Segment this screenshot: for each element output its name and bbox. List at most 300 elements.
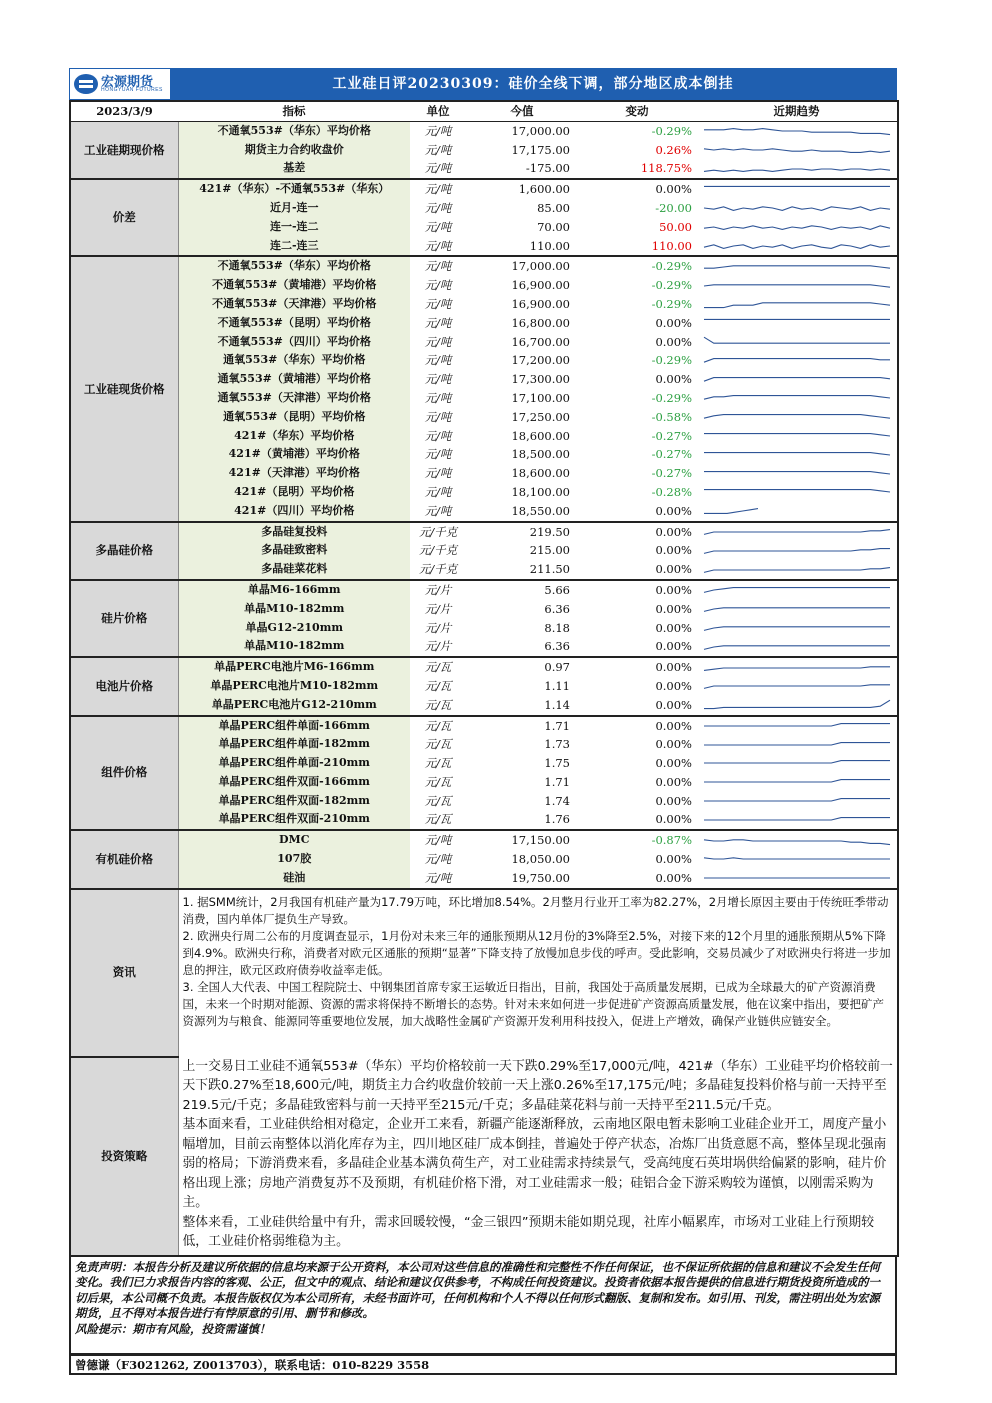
table-row [70, 657, 898, 677]
unit-cell: 元/吨 [424, 466, 452, 481]
sparkline-series [704, 169, 890, 171]
change-cell: -0.28% [651, 484, 692, 499]
disclaimer-text: 免责声明：本报告分析及建议所依据的信息均来源于公开资料，本公司对这些信息的准确性和完整性不作任何保证，也不保证所依据的信息和建议不会发生任何变化。我们已力求报告内容的客观、公正，但文中的观点、结论和建议仅供参考，不构成任何投资建议。投资者依据本报告提供的信息进行期货投资所造成的一切后果，本公司概不负责。本报告版权仅为本公司所有，未经书面许可，任何机构和个人不得以任何形式翻版、复制和发布。如引用、刊发，需注明出处为宏源期货，且不得对本报告进行有悖原意的引用、删节和修改。 [75, 1259, 880, 1321]
value-cell: 8.18 [544, 620, 570, 635]
value-cell: 1.11 [544, 678, 570, 693]
value-cell: 18,600.00 [511, 428, 570, 443]
indicator-name: 421#（黄埔港）平均价格 [178, 445, 410, 464]
table-row [70, 560, 898, 580]
sparkline-series [704, 817, 890, 819]
sparkline-series [704, 471, 890, 473]
table-row [70, 716, 898, 736]
sparkline [698, 812, 894, 828]
indicator-name: 单晶PERC组件双面-166mm [178, 773, 410, 792]
value-cell: 110.00 [466, 237, 578, 257]
trend-cell [696, 141, 898, 160]
unit-cell: 元/瓦 [424, 793, 452, 808]
value-cell: 16,900.00 [511, 296, 570, 311]
sparkline [698, 123, 894, 139]
change-cell: 0.00% [655, 601, 692, 616]
trend-cell [696, 179, 898, 199]
indicator-name: 不通氧553#（四川）平均价格 [178, 333, 410, 352]
unit-cell: 元/吨 [424, 409, 452, 424]
table-row [70, 314, 898, 333]
value-cell: 17,150.00 [511, 833, 570, 848]
table-row [70, 141, 898, 160]
sparkline-series [704, 245, 890, 249]
sparkline-series [704, 627, 890, 631]
table-row [70, 427, 898, 446]
change-cell: 0.00% [655, 620, 692, 635]
sparkline [698, 601, 894, 617]
change-cell: -0.27% [651, 466, 692, 481]
trend-cell [696, 696, 898, 716]
unit-cell: 元/吨 [424, 200, 452, 215]
strategy-paragraph: 基本面来看，工业硅供给相对稳定，企业开工来看，新疆产能逐渐释放，云南地区限电暂未影响工业硅企业开工，周度产量小幅增加，目前云南整体以消化库存为主，四川地区硅厂成本倒挂，普遍处于停产状态，冶炼厂出货意愿不高，整体呈现北强南弱的格局；下游消费来看，多晶硅企业基本满负荷生产，对工业硅需求持续景气，受高纯度石英坩埚供给偏紧的影响，硅片价格出现上涨；房地产消费复苏不及预期，有机硅价格下滑，对工业硅需求一般；硅铝合金下游采购较为谨慎，以刚需采购为主。 [182, 1117, 887, 1211]
table-row [70, 735, 898, 754]
trend-cell [696, 810, 898, 830]
table-row [70, 256, 898, 276]
table-row [70, 541, 898, 560]
trend-cell [696, 389, 898, 408]
indicator-name: 单晶PERC组件单面-166mm [178, 716, 410, 736]
unit-cell: 元/片 [424, 601, 452, 616]
indicator-name: 通氧553#（华东）平均价格 [178, 351, 410, 370]
indicator-name: 通氧553#（天津港）平均价格 [178, 389, 410, 408]
trend-cell [696, 314, 898, 333]
unit-cell: 元/瓦 [424, 774, 452, 789]
sparkline [698, 259, 894, 275]
unit-cell: 元/吨 [410, 869, 466, 889]
value-cell: 18,550.00 [466, 502, 578, 522]
indicator-name: 单晶PERC电池片G12-210mm [178, 696, 410, 716]
sparkline [698, 697, 894, 713]
change-cell: 0.00% [578, 696, 696, 716]
indicator-name: 不通氧553#（昆明）平均价格 [178, 314, 410, 333]
change-cell: 0.26% [655, 142, 692, 157]
table-row [70, 677, 898, 696]
indicator-name: 421#（四川）平均价格 [178, 502, 410, 522]
sparkline-series [704, 839, 890, 844]
info-item: 1. 据SMM统计，2月我国有机硅产量为17.79万吨，环比增加8.54%。2月整月行业开工率为82.27%，2月增长原因主要由于传统旺季带动消费，国内单体厂提负生产导致。 [182, 894, 889, 926]
trend-cell [696, 560, 898, 580]
table-row [70, 333, 898, 352]
table-row [70, 502, 898, 522]
change-cell: 0.00% [655, 372, 692, 387]
sparkline-series [704, 666, 890, 670]
indicator-name: 不通氧553#（华东）平均价格 [178, 121, 410, 140]
indicator-name: 近月-连一 [178, 199, 410, 218]
sparkline-series [704, 685, 890, 689]
strategy-label: 投资策略 [70, 1057, 178, 1256]
change-cell: 0.00% [655, 660, 692, 675]
change-cell: 0.00% [655, 718, 692, 733]
indicator-name: 连一-连二 [178, 218, 410, 237]
sparkline [698, 466, 894, 482]
sparkline [698, 409, 894, 425]
sparkline [698, 562, 894, 578]
sparkline [698, 543, 894, 559]
sparkline [698, 851, 894, 867]
indicator-name: 多晶硅复投料 [178, 522, 410, 542]
table-row [70, 600, 898, 619]
price-table-body [70, 101, 898, 889]
unit-cell: 元/瓦 [424, 737, 452, 752]
header-value: 今值 [466, 101, 578, 121]
value-cell: 1.14 [466, 696, 578, 716]
indicator-name: 单晶M10-182mm [178, 637, 410, 657]
sparkline [698, 296, 894, 312]
change-cell: 0.00% [578, 810, 696, 830]
unit-cell: 元/片 [410, 637, 466, 657]
value-cell: 219.50 [529, 524, 570, 539]
value-cell: 6.36 [466, 637, 578, 657]
trend-cell [696, 677, 898, 696]
trend-cell [696, 773, 898, 792]
trend-cell [696, 754, 898, 773]
unit-cell: 元/吨 [424, 484, 452, 499]
value-cell: 1,600.00 [518, 182, 570, 197]
price-table [69, 100, 899, 1257]
change-cell: -0.27% [651, 428, 692, 443]
sparkline [698, 219, 894, 235]
sparkline [698, 334, 894, 350]
table-row [70, 464, 898, 483]
category-label: 有机硅价格 [70, 830, 178, 888]
indicator-name: 单晶PERC组件双面-182mm [178, 792, 410, 811]
unit-cell: 元/吨 [424, 334, 452, 349]
report-frame [69, 68, 897, 1375]
header-date: 2023/3/9 [70, 101, 178, 121]
table-row [70, 179, 898, 199]
unit-cell: 元/吨 [424, 315, 452, 330]
table-row [70, 850, 898, 869]
change-cell: -0.27% [651, 447, 692, 462]
change-cell: 0.00% [655, 582, 692, 597]
unit-cell: 元/瓦 [424, 678, 452, 693]
indicator-name: 不通氧553#（黄埔港）平均价格 [178, 276, 410, 295]
sparkline [698, 238, 894, 254]
value-cell: -175.00 [466, 159, 578, 179]
trend-cell [696, 637, 898, 657]
sparkline [698, 737, 894, 753]
sparkline-series [704, 858, 890, 859]
unit-cell: 元/吨 [424, 123, 452, 138]
unit-cell: 元/瓦 [424, 718, 452, 733]
change-cell: -0.87% [651, 833, 692, 848]
indicator-name: 硅油 [178, 869, 410, 889]
sparkline [698, 161, 894, 177]
table-row [70, 445, 898, 464]
title-banner [69, 68, 897, 100]
change-cell: 0.00% [655, 543, 692, 558]
value-cell: 1.76 [466, 810, 578, 830]
sparkline-series [704, 337, 890, 343]
sparkline-series [704, 588, 890, 593]
sparkline-series [704, 608, 890, 612]
change-cell: -0.29% [651, 296, 692, 311]
table-row [70, 580, 898, 600]
indicator-name: 单晶PERC组件单面-182mm [178, 735, 410, 754]
change-cell: 0.00% [655, 182, 692, 197]
sparkline-series [704, 799, 890, 801]
indicator-name: 107胶 [178, 850, 410, 869]
sparkline [698, 582, 894, 598]
table-row [70, 619, 898, 638]
change-cell: -0.58% [651, 409, 692, 424]
value-cell: 17,100.00 [511, 390, 570, 405]
strategy-text [178, 1057, 898, 1256]
value-cell: 17,175.00 [511, 142, 570, 157]
sparkline [698, 718, 894, 734]
change-cell: 0.00% [655, 678, 692, 693]
sparkline-series [704, 434, 890, 436]
unit-cell: 元/千克 [410, 560, 466, 580]
sparkline [698, 278, 894, 294]
change-cell: -20.00 [655, 200, 692, 215]
value-cell: 16,800.00 [511, 315, 570, 330]
unit-cell: 元/瓦 [424, 756, 452, 771]
header-change: 变动 [578, 101, 696, 121]
value-cell: 18,100.00 [511, 484, 570, 499]
trend-cell [696, 792, 898, 811]
table-row [70, 869, 898, 889]
indicator-name: 421#（昆明）平均价格 [178, 483, 410, 502]
table-row [70, 810, 898, 830]
trend-cell [696, 657, 898, 677]
table-row [70, 218, 898, 237]
unit-cell: 元/瓦 [410, 810, 466, 830]
unit-cell: 元/吨 [424, 182, 452, 197]
trend-cell [696, 333, 898, 352]
sparkline [698, 142, 894, 158]
header-trend: 近期趋势 [696, 101, 898, 121]
trend-cell [696, 427, 898, 446]
sparkline-series [704, 490, 890, 492]
sparkline-series [704, 646, 890, 650]
table-row [70, 276, 898, 295]
sparkline-series [704, 567, 890, 572]
indicator-name: 连二-连三 [178, 237, 410, 257]
sparkline [698, 660, 894, 676]
category-label: 多晶硅价格 [70, 522, 178, 580]
change-cell: 0.00% [578, 637, 696, 657]
unit-cell: 元/吨 [424, 296, 452, 311]
sparkline-series [704, 700, 890, 708]
change-cell: 0.00% [655, 315, 692, 330]
table-row [70, 408, 898, 427]
table-row [70, 237, 898, 257]
sparkline [698, 372, 894, 388]
indicator-name: 多晶硅致密料 [178, 541, 410, 560]
sparkline [698, 620, 894, 636]
value-cell: 18,050.00 [511, 852, 570, 867]
trend-cell [696, 445, 898, 464]
trend-cell [696, 199, 898, 218]
value-cell: 1.74 [544, 793, 570, 808]
unit-cell: 元/瓦 [410, 696, 466, 716]
value-cell: 16,700.00 [511, 334, 570, 349]
change-cell: -0.29% [651, 259, 692, 274]
category-label: 组件价格 [70, 716, 178, 831]
report-title: 工业硅日评20230309：硅价全线下调，部分地区成本倒挂 [332, 76, 734, 92]
indicator-name: 通氧553#（黄埔港）平均价格 [178, 370, 410, 389]
sparkline-series [704, 207, 890, 211]
change-cell: 0.00% [655, 793, 692, 808]
unit-cell: 元/吨 [424, 219, 452, 234]
sparkline [698, 524, 894, 540]
sparkline [698, 755, 894, 771]
unit-cell: 元/吨 [410, 502, 466, 522]
trend-cell [696, 237, 898, 257]
logo-name-cn: 宏源期货 [101, 74, 154, 89]
sparkline-series [704, 509, 758, 514]
indicator-name: 单晶PERC电池片M10-182mm [178, 677, 410, 696]
sparkline [698, 484, 894, 500]
analyst-contact: 曾德谦（F3021262, Z0013703），联系电话：010-8229 3558 [69, 1355, 897, 1375]
table-row [70, 159, 898, 179]
sparkline [698, 774, 894, 790]
table-row [70, 830, 898, 850]
trend-cell [696, 502, 898, 522]
sparkline [698, 182, 894, 198]
change-cell: 0.00% [655, 524, 692, 539]
sparkline [698, 315, 894, 331]
sparkline-series [704, 780, 890, 782]
indicator-name: 单晶M6-166mm [178, 580, 410, 600]
table-row [70, 295, 898, 314]
sparkline [698, 200, 894, 216]
table-row [70, 754, 898, 773]
value-cell: 17,250.00 [511, 409, 570, 424]
indicator-name: 单晶PERC组件双面-210mm [178, 810, 410, 830]
trend-cell [696, 370, 898, 389]
trend-cell [696, 408, 898, 427]
category-label: 电池片价格 [70, 657, 178, 715]
table-row [70, 483, 898, 502]
trend-cell [696, 218, 898, 237]
trend-cell [696, 580, 898, 600]
strategy-paragraph: 上一交易日工业硅不通氧553#（华东）平均价格较前一天下跌0.29%至17,000元/吨，421#（华东）工业硅平均价格较前一天下跌0.27%至18,600元/吨，期货主力合约收盘价较前一天上涨0.26%至17,175元/吨；多晶硅复投料价格与前一天持平至219.5元/千克；多晶硅致密料与前一天持平至215元/千克；多晶硅菜花料与前一天持平至211.5元/千克。 [182, 1058, 893, 1113]
trend-cell [696, 600, 898, 619]
value-cell: 1.73 [544, 737, 570, 752]
indicator-name: 421#（天津港）平均价格 [178, 464, 410, 483]
indicator-name: DMC [178, 830, 410, 850]
indicator-name: 通氧553#（昆明）平均价格 [178, 408, 410, 427]
value-cell: 1.71 [544, 774, 570, 789]
table-row [70, 351, 898, 370]
unit-cell: 元/吨 [424, 833, 452, 848]
unit-cell: 元/吨 [410, 159, 466, 179]
trend-cell [696, 351, 898, 370]
value-cell: 17,200.00 [511, 353, 570, 368]
sparkline-series [704, 129, 890, 135]
table-header-row [70, 101, 898, 121]
info-item: 3. 全国人大代表、中国工程院院士、中钢集团首席专家王运敏近日指出，目前，我国处于高质量发展期，已成为全球最大的矿产资源消费国，未来一个时期对能源、资源的需求将保持不断增长的态势。针对未来如何进一步促进矿产资源高质量发展，他在议案中指出，要把矿产资源列为与粮食、能源同等重要地位发展，加大战略性金属矿产资源开发利用科技投入，促进上产增效，确保产业链供应链安全。 [182, 979, 884, 1028]
sparkline-series [704, 149, 890, 153]
change-cell: 0.00% [578, 560, 696, 580]
value-cell: 5.66 [544, 582, 570, 597]
change-cell: -0.29% [651, 278, 692, 293]
unit-cell: 元/吨 [424, 852, 452, 867]
category-label: 硅片价格 [70, 580, 178, 657]
change-cell: 0.00% [655, 334, 692, 349]
disclaimer [69, 1257, 897, 1355]
value-cell: 215.00 [529, 543, 570, 558]
trend-cell [696, 121, 898, 140]
sparkline-series [704, 761, 890, 763]
table-row [70, 389, 898, 408]
indicator-name: 421#（华东）平均价格 [178, 427, 410, 446]
unit-cell: 元/吨 [424, 353, 452, 368]
value-cell: 18,600.00 [511, 466, 570, 481]
indicator-name: 多晶硅菜花料 [178, 560, 410, 580]
info-section [70, 889, 898, 1256]
unit-cell: 元/吨 [424, 142, 452, 157]
change-cell: 0.00% [578, 502, 696, 522]
table-row [70, 199, 898, 218]
sparkline [698, 793, 894, 809]
info-text [178, 889, 898, 1057]
value-cell: 16,900.00 [511, 278, 570, 293]
trend-cell [696, 850, 898, 869]
indicator-name: 421#（华东）-不通氧553#（华东） [178, 179, 410, 199]
info-label: 资讯 [70, 889, 178, 1057]
trend-cell [696, 159, 898, 179]
unit-cell: 元/吨 [424, 428, 452, 443]
indicator-name: 不通氧553#（天津港）平均价格 [178, 295, 410, 314]
trend-cell [696, 830, 898, 850]
trend-cell [696, 464, 898, 483]
unit-cell: 元/吨 [410, 237, 466, 257]
value-cell: 6.36 [544, 601, 570, 616]
indicator-name: 单晶PERC组件单面-210mm [178, 754, 410, 773]
table-row [70, 773, 898, 792]
sparkline [698, 678, 894, 694]
sparkline-series [704, 377, 890, 381]
change-cell: -0.29% [651, 390, 692, 405]
category-label: 价差 [70, 179, 178, 256]
unit-cell: 元/吨 [424, 372, 452, 387]
change-cell: 0.00% [655, 756, 692, 771]
unit-cell: 元/吨 [424, 278, 452, 293]
sparkline-series [704, 284, 890, 286]
sparkline-series [704, 303, 890, 308]
value-cell: 211.50 [466, 560, 578, 580]
trend-cell [696, 522, 898, 542]
indicator-name: 不通氧553#（华东）平均价格 [178, 256, 410, 276]
table-row [70, 696, 898, 716]
trend-cell [696, 256, 898, 276]
value-cell: 85.00 [537, 200, 570, 215]
strategy-paragraph: 整体来看，工业硅供给量中有升，需求回暖较慢，“金三银四”预期未能如期兑现，社库小幅累库，市场对工业硅上行预期较低，工业硅价格弱维稳为主。 [182, 1214, 874, 1250]
unit-cell: 元/千克 [418, 543, 458, 558]
header-unit: 单位 [410, 101, 466, 121]
category-label: 工业硅现货价格 [70, 256, 178, 521]
trend-cell [696, 541, 898, 560]
indicator-name: 基差 [178, 159, 410, 179]
sparkline [698, 447, 894, 463]
unit-cell: 元/瓦 [424, 660, 452, 675]
unit-cell: 元/片 [424, 620, 452, 635]
unit-cell: 元/吨 [424, 390, 452, 405]
unit-cell: 元/片 [424, 582, 452, 597]
unit-cell: 元/吨 [424, 447, 452, 462]
value-cell: 0.97 [544, 660, 570, 675]
sparkline-series [704, 452, 890, 454]
company-logo [70, 69, 170, 99]
change-cell: 50.00 [659, 219, 692, 234]
